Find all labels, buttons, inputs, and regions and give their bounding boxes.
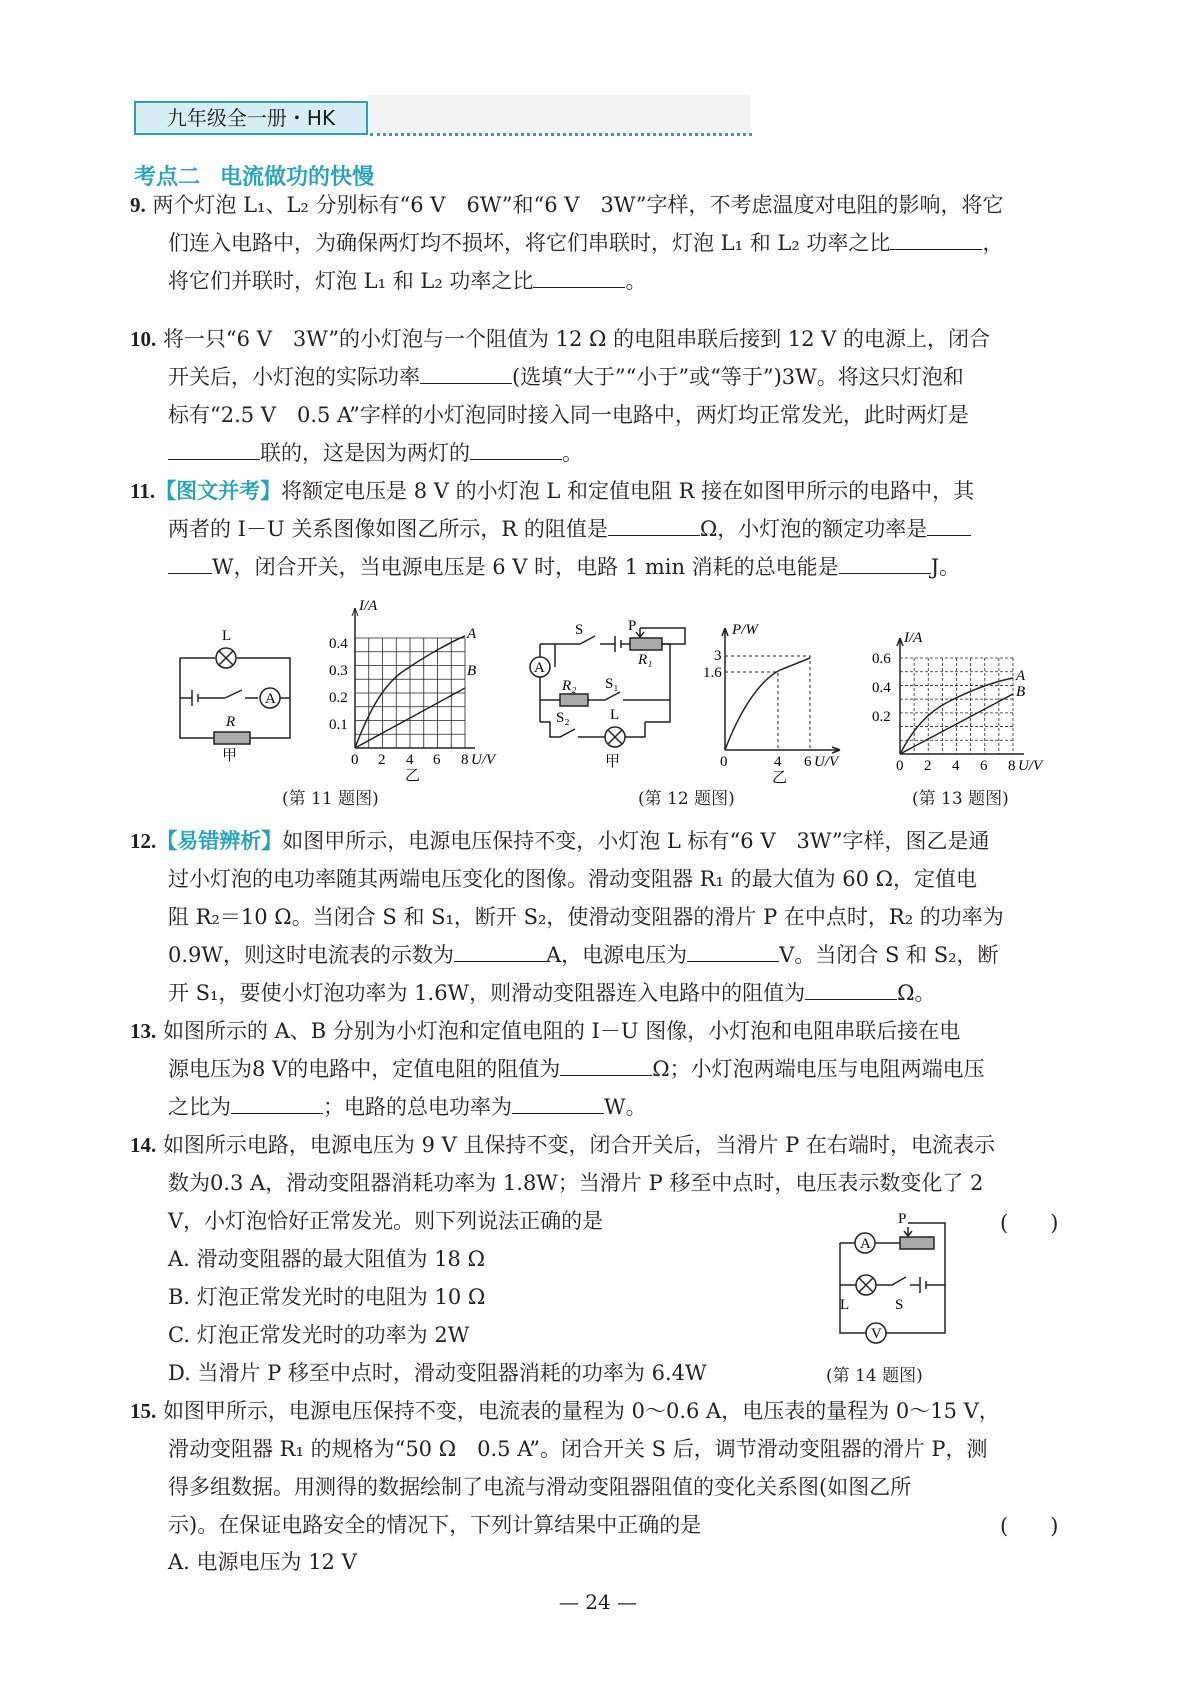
- x-tick: 6: [433, 752, 441, 768]
- fig12-circuit: [520, 618, 695, 772]
- question-text: 数为0.3 A，滑动变阻器消耗功率为 1.8W；当滑片 P 移至中点时，电压表示数变化了 2: [168, 1171, 984, 1195]
- fig-sub-jia: 甲: [222, 748, 238, 764]
- option-C[interactable]: C. 灯泡正常发光时的功率为 2W: [168, 1323, 470, 1347]
- x-tick: 4: [406, 752, 414, 768]
- x-tick: 0: [896, 758, 904, 774]
- fig12-chart: [700, 620, 850, 786]
- fig11-circuit: [170, 620, 310, 764]
- question-text: ；电路的总电功率为: [323, 1095, 512, 1119]
- question-text: W。: [604, 1095, 647, 1119]
- question-text: Ω，小灯泡的额定功率是: [699, 517, 928, 541]
- answer-blank[interactable]: [560, 1057, 652, 1076]
- x-tick: 2: [378, 752, 386, 768]
- R1-label: R₁: [638, 652, 653, 668]
- question-text: A，电源电压为: [545, 943, 688, 967]
- question-15: [130, 1392, 1070, 1544]
- question-text: 如图甲所示，电源电压保持不变，电流表的量程为 0～0.6 A，电压表的量程为 0～15 V，: [162, 1399, 1000, 1423]
- x-axis-label: U/V: [814, 754, 839, 770]
- curve-A-label: A: [467, 626, 477, 642]
- question-text: 将一只“6 V 3W”的小灯泡与一个阻值为 12 Ω 的电阻串联后接到 12 V 的电源上，闭合: [162, 327, 991, 351]
- header-shade: [368, 95, 750, 135]
- fig-sub-jia: 甲: [605, 754, 621, 770]
- switch-S-label: S: [575, 622, 584, 638]
- question-text: 滑动变阻器 R₁ 的规格为“50 Ω 0.5 A”。闭合开关 S 后，调节滑动变阻器的滑片 P，测: [168, 1437, 988, 1461]
- question-text: Ω。: [897, 981, 936, 1005]
- x-tick: 8: [461, 752, 469, 768]
- y-axis-label: P/W: [732, 622, 758, 638]
- question-text: 。: [562, 441, 583, 465]
- x-tick: 2: [924, 758, 932, 774]
- ammeter-label: A: [265, 691, 276, 707]
- figure-caption: (第 12 题图): [638, 789, 735, 809]
- answer-blank[interactable]: [890, 231, 982, 250]
- option-B[interactable]: B. 灯泡正常发光时的电阻为 10 Ω: [168, 1285, 486, 1309]
- question-number: 13.: [130, 1019, 157, 1043]
- voltmeter-label: V: [871, 1326, 882, 1342]
- answer-parentheses[interactable]: ( ): [1000, 1211, 1059, 1235]
- lamp-label: L: [222, 628, 232, 644]
- question-text: 两者的 I－U 关系图像如图乙所示，R 的阻值是: [168, 517, 608, 541]
- y-axis-label: I/A: [359, 598, 378, 614]
- x-tick: 4: [952, 758, 960, 774]
- slider-P-label: P: [628, 618, 637, 634]
- y-tick: 0.4: [872, 680, 891, 696]
- answer-blank[interactable]: [533, 269, 625, 288]
- question-text: 将额定电压是 8 V 的小灯泡 L 和定值电阻 R 接在如图甲所示的电路中，其: [281, 479, 975, 503]
- x-tick: 0: [720, 754, 728, 770]
- fig-sub-yi: 乙: [405, 768, 421, 784]
- answer-blank[interactable]: [470, 441, 562, 460]
- option-A[interactable]: A. 滑动变阻器的最大阻值为 18 Ω: [168, 1247, 485, 1271]
- fig-sub-yi: 乙: [772, 770, 788, 786]
- y-tick: 0.2: [329, 690, 348, 706]
- answer-blank[interactable]: [839, 555, 931, 574]
- question-9: [130, 186, 1070, 300]
- question-text: 联的，这是因为两灯的: [260, 441, 470, 465]
- answer-blank[interactable]: [231, 1095, 323, 1114]
- question-text: 开关后，小灯泡的实际功率: [168, 365, 420, 389]
- x-axis-label: U/V: [1018, 758, 1043, 774]
- line-B-label: B: [1016, 684, 1026, 700]
- question-text: 如图甲所示，电源电压保持不变，小灯泡 L 标有“6 V 3W”字样，图乙是通: [282, 829, 990, 853]
- y-tick: 0.3: [329, 663, 348, 679]
- question-text: 过小灯泡的电功率随其两端电压变化的图像。滑动变阻器 R₁ 的最大值为 60 Ω，定值电: [168, 867, 978, 891]
- question-number: 10.: [130, 327, 157, 351]
- question-text: 示)。在保证电路安全的情况下，下列计算结果中正确的是: [168, 1513, 702, 1537]
- fig11-chart: [325, 598, 510, 784]
- curve-A-label: A: [1016, 668, 1026, 684]
- answer-blank[interactable]: [512, 1095, 604, 1114]
- question-10: [130, 320, 1070, 472]
- answer-blank[interactable]: [168, 555, 212, 574]
- y-tick: 0.4: [329, 636, 348, 652]
- question-number: 12.: [130, 829, 157, 853]
- R2-label: R₂: [562, 678, 577, 694]
- y-axis-label: I/A: [904, 630, 923, 646]
- answer-blank[interactable]: [420, 365, 512, 384]
- question-number: 15.: [130, 1399, 157, 1423]
- answer-parentheses[interactable]: ( ): [1000, 1514, 1059, 1538]
- resistor-label: R: [226, 714, 236, 730]
- question-number: 9.: [130, 193, 146, 217]
- x-tick: 6: [980, 758, 988, 774]
- question-text: V，小灯泡恰好正常发光。则下列说法正确的是: [168, 1209, 604, 1233]
- x-tick: 6: [804, 754, 812, 770]
- y-tick: 3: [714, 648, 722, 664]
- question-number: 14.: [130, 1133, 157, 1157]
- answer-blank[interactable]: [168, 441, 260, 460]
- S2-label: S₂: [556, 710, 570, 726]
- question-text: 将它们并联时，灯泡 L₁ 和 L₂ 功率之比: [168, 269, 534, 293]
- switch-S-label: S: [895, 1297, 904, 1313]
- figure-caption: (第 14 题图): [826, 1366, 923, 1386]
- answer-blank[interactable]: [608, 517, 700, 536]
- lamp-label: L: [840, 1297, 850, 1313]
- question-tag: 【图文并考】: [155, 479, 282, 503]
- question-text: ，: [982, 231, 1004, 255]
- answer-blank[interactable]: [927, 517, 971, 536]
- question-text: 0.9W，则这时电流表的示数为: [168, 943, 454, 967]
- question-number: 11.: [130, 479, 156, 503]
- x-axis-label: U/V: [471, 752, 496, 768]
- option-A[interactable]: A. 电源电压为 12 V: [168, 1550, 357, 1574]
- question-tag: 【易错辨析】: [156, 829, 283, 853]
- question-text: (选填“大于”“小于”或“等于”)3W。将这只灯泡和: [512, 365, 964, 389]
- question-text: 开 S₁，要使小灯泡功率为 1.6W，则滑动变阻器连入电路中的阻值为: [168, 981, 806, 1005]
- question-11: [130, 472, 1070, 586]
- question-text: V。当闭合 S 和 S₂，断: [779, 943, 999, 967]
- question-text: Ω；小灯泡两端电压与电阻两端电压: [652, 1057, 985, 1081]
- question-text: 之比为: [168, 1095, 231, 1119]
- question-12: [130, 822, 1070, 1012]
- grade-header: 九年级全一册・HK: [134, 101, 368, 135]
- question-text: 如图所示的 A、B 分别为小灯泡和定值电阻的 I－U 图像，小灯泡和电阻串联后接在电: [162, 1019, 961, 1043]
- header-dotted-line: [370, 133, 752, 136]
- x-tick: 8: [1008, 758, 1016, 774]
- question-text: 们连入电路中，为确保两灯均不损坏，将它们串联时，灯泡 L₁ 和 L₂ 功率之比: [168, 231, 891, 255]
- question-text: W，闭合开关，当电源电压是 6 V 时，电路 1 min 消耗的总电能是: [212, 555, 839, 579]
- question-text: 阻 R₂＝10 Ω。当闭合 S 和 S₁，断开 S₂，使滑动变阻器的滑片 P 在中点时，R₂ 的功率为: [168, 905, 1004, 929]
- x-tick: 0: [351, 752, 359, 768]
- line-B-label: B: [467, 663, 477, 679]
- fig14-circuit: [830, 1205, 960, 1345]
- question-13: [130, 1012, 1070, 1126]
- fig13-chart: [868, 630, 1048, 774]
- y-tick: 1.6: [703, 665, 722, 681]
- figure-caption: (第 11 题图): [282, 789, 379, 809]
- y-tick: 0.6: [872, 651, 891, 667]
- page-number: — 24 —: [558, 1590, 638, 1614]
- S1-label: S₁: [605, 676, 619, 692]
- slider-P-label: P: [898, 1211, 907, 1227]
- question-text: 源电压为8 V的电路中，定值电阻的阻值为: [168, 1057, 561, 1081]
- question-text: 如图所示电路，电源电压为 9 V 且保持不变，闭合开关后，当滑片 P 在右端时，电流表示: [162, 1133, 995, 1157]
- ammeter-label: A: [860, 1236, 871, 1252]
- answer-blank[interactable]: [454, 943, 546, 962]
- section-label: 考点二: [134, 165, 201, 190]
- ammeter-label: A: [534, 660, 545, 676]
- figure-caption: (第 13 题图): [912, 789, 1009, 809]
- x-tick: 4: [774, 754, 782, 770]
- question-text: J。: [930, 555, 961, 579]
- y-tick: 0.2: [872, 709, 891, 725]
- option-D[interactable]: D. 当滑片 P 移至中点时，滑动变阻器消耗的功率为 6.4W: [168, 1361, 707, 1385]
- answer-blank[interactable]: [687, 943, 779, 962]
- lamp-label: L: [610, 707, 620, 723]
- question-text: 得多组数据。用测得的数据绘制了电流与滑动变阻器阻值的变化关系图(如图乙所: [168, 1475, 912, 1499]
- answer-blank[interactable]: [805, 981, 897, 1000]
- question-text: 。: [625, 269, 647, 293]
- question-text: 标有“2.5 V 0.5 A”字样的小灯泡同时接入同一电路中，两灯均正常发光，此时两灯是: [168, 403, 969, 427]
- y-tick: 0.1: [329, 717, 348, 733]
- section-title: 电流做功的快慢: [220, 165, 375, 190]
- question-text: 两个灯泡 L₁、L₂ 分别标有“6 V 6W”和“6 V 3W”字样，不考虑温度对电阻的影响，将它: [152, 193, 1004, 217]
